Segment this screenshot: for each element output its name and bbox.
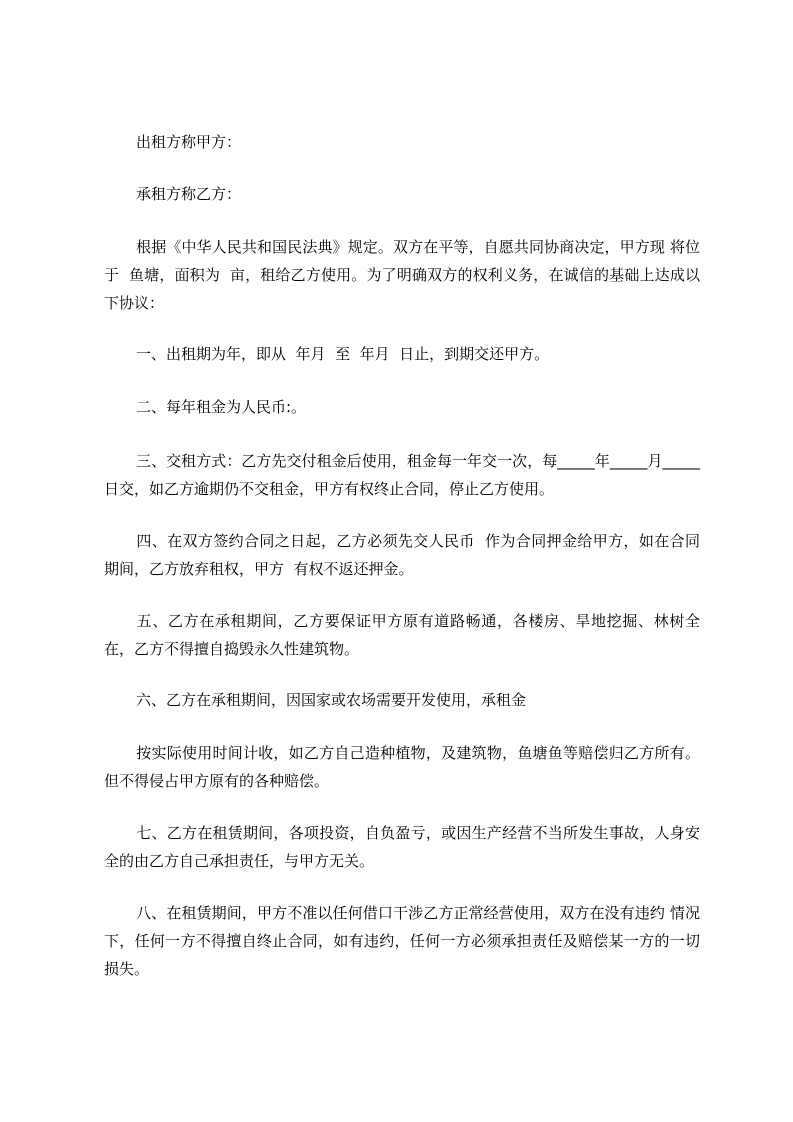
clause-6-continued: 按实际使用时间计收，如乙方自己造种植物，及建筑物，鱼塘鱼等赔偿归乙方所有。但不得侵占甲方原有的各种赔偿。 [104, 744, 700, 790]
clause-7-liability: 七、乙方在租赁期间，各项投资，自负盈亏，或因生产经营不当所发生事故，人身安全的由乙方自己承担责任，与甲方无关。 [104, 824, 700, 870]
paragraph-lessor: 出租方称甲方： [136, 133, 242, 151]
clause-3-payment: 三、交租方式：乙方先交付租金后使用，租金每一年交一次，每_____年_____月_____日交，如乙方逾期仍不交租金，甲方有权终止合同，停止乙方使用。 [104, 452, 700, 498]
clause-6-development: 六、乙方在承租期间，因国家或农场需要开发使用，承租金 [136, 691, 527, 709]
clause-4-deposit: 四、在双方签约合同之日起，乙方必须先交人民币 作为合同押金给甲方，如在合同期间，乙方放弃租权，甲方 有权不返还押金。 [104, 532, 700, 578]
clause-5-property: 五、乙方在承租期间，乙方要保证甲方原有道路畅通，各楼房、旱地挖掘、林树全在，乙方不得擅自捣毁永久性建筑物。 [104, 612, 700, 658]
clause-1-term: 一、出租期为年，即从 年月 至 年月 日止，到期交还甲方。 [136, 345, 550, 363]
paragraph-lessee: 承租方称乙方： [136, 185, 242, 203]
clause-2-rent: 二、每年租金为人民币:。 [136, 398, 307, 416]
paragraph-preamble: 根据《中华人民共和国民法典》规定。双方在平等，自愿共同协商决定，甲方现 将位于 鱼塘，面积为 亩，租给乙方使用。为了明确双方的权利义务，在诚信的基础上达成以下协议： [104, 238, 700, 312]
clause-8-breach: 八、在租赁期间，甲方不准以任何借口干涉乙方正常经营使用，双方在没有违约 情况下，任何一方不得擅自终止合同，如有违约，任何一方必须承担责任及赔偿某一方的一切损失。 [104, 904, 700, 978]
